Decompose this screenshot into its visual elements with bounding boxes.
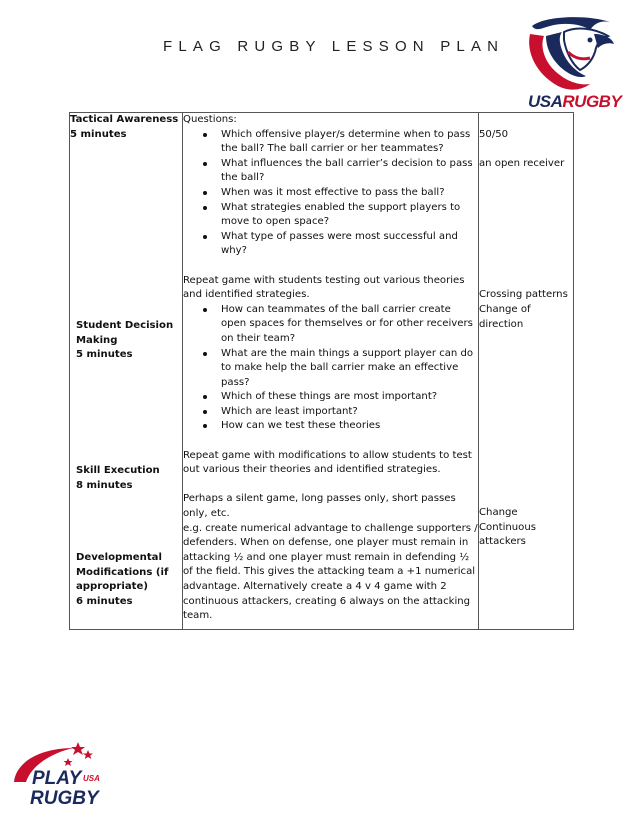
- lesson-plan-row: [70, 113, 574, 630]
- note-tactical: 50/50: [479, 128, 509, 140]
- notes-column: [479, 113, 574, 630]
- phase-name: Student Decision Making: [76, 320, 174, 346]
- question-item: What are the main things a support player can do to make help the ball carrier make an effective pass?: [221, 347, 478, 391]
- phase-time: 5 minutes: [76, 349, 133, 361]
- modifications-intro: Perhaps a silent game, long passes only, short passes only, etc.: [183, 493, 456, 520]
- question-item: How can teammates of the ball carrier create open spaces for themselves or for other receivers on their team?: [221, 303, 478, 347]
- note-developmental: Change Continuous attackers: [479, 507, 537, 548]
- skill-execution-text: Repeat game with modifications to allow students to test out various their theories and identified strategies.: [183, 449, 472, 476]
- rugby-text: RUGBY: [30, 788, 99, 809]
- phase-name: Skill Execution: [76, 465, 160, 476]
- decision-intro: Repeat game with students testing out various theories and identified strategies.: [183, 274, 465, 301]
- phase-name: Developmental Modifications (if appropriate): [76, 552, 169, 593]
- phase-time: 8 minutes: [76, 479, 133, 491]
- phase-time: 5 minutes: [70, 128, 127, 140]
- eagle-icon: [524, 12, 620, 94]
- modifications-text: e.g. create numerical advantage to challenge supporters / defenders. When on defense, one player must remain in attacking ½ and one player must remain in defending ½ of the field. This gives the attacking team a +1 numerical advantage. Alternatively create a 4 v 4 game with 2 continuous attackers, creating 6 always on the attacking team.: [183, 522, 478, 622]
- question-item: What influences the ball carrier’s decision to pass the ball?: [221, 157, 478, 186]
- play-rugby-usa-logo: [10, 738, 100, 812]
- question-item: When was it most effective to pass the ball?: [221, 186, 478, 201]
- decision-question-list: [183, 303, 478, 434]
- question-item: What strategies enabled the support players to move to open space?: [221, 201, 478, 230]
- question-item: Which are least important?: [221, 405, 478, 420]
- page-title: FLAG RUGBY LESSON PLAN: [163, 38, 505, 55]
- usa-rugby-wordmark: USARUGBY: [528, 92, 622, 111]
- usa-rugby-logo: [524, 12, 620, 112]
- note-decision: Crossing patterns Change of direction: [479, 289, 568, 330]
- phase-skill-execution: [76, 464, 176, 493]
- phase-name: Tactical Awareness: [70, 114, 179, 125]
- question-item: Which offensive player/s determine when to pass the ball? The ball carrier or her teammates?: [221, 128, 478, 157]
- tactical-intro: Questions:: [183, 114, 237, 125]
- activity-column: [183, 113, 479, 630]
- fraction: ½: [233, 551, 244, 563]
- fraction: ½: [459, 551, 470, 563]
- phase-student-decision-making: [76, 319, 176, 363]
- question-item: What type of passes were most successful and why?: [221, 230, 478, 259]
- phase-tactical-awareness: [70, 113, 182, 142]
- tactical-question-list: [183, 128, 478, 259]
- lesson-plan-table: [69, 112, 574, 630]
- question-item: How can we test these theories: [221, 419, 478, 434]
- play-text: PLAY: [32, 768, 82, 789]
- usa-text: USA: [83, 774, 100, 783]
- question-item: Which of these things are most important?: [221, 390, 478, 405]
- phase-column: [70, 113, 183, 630]
- phase-developmental-modifications: [76, 551, 178, 609]
- note-tactical: an open receiver: [479, 157, 565, 169]
- phase-time: 6 minutes: [76, 595, 133, 607]
